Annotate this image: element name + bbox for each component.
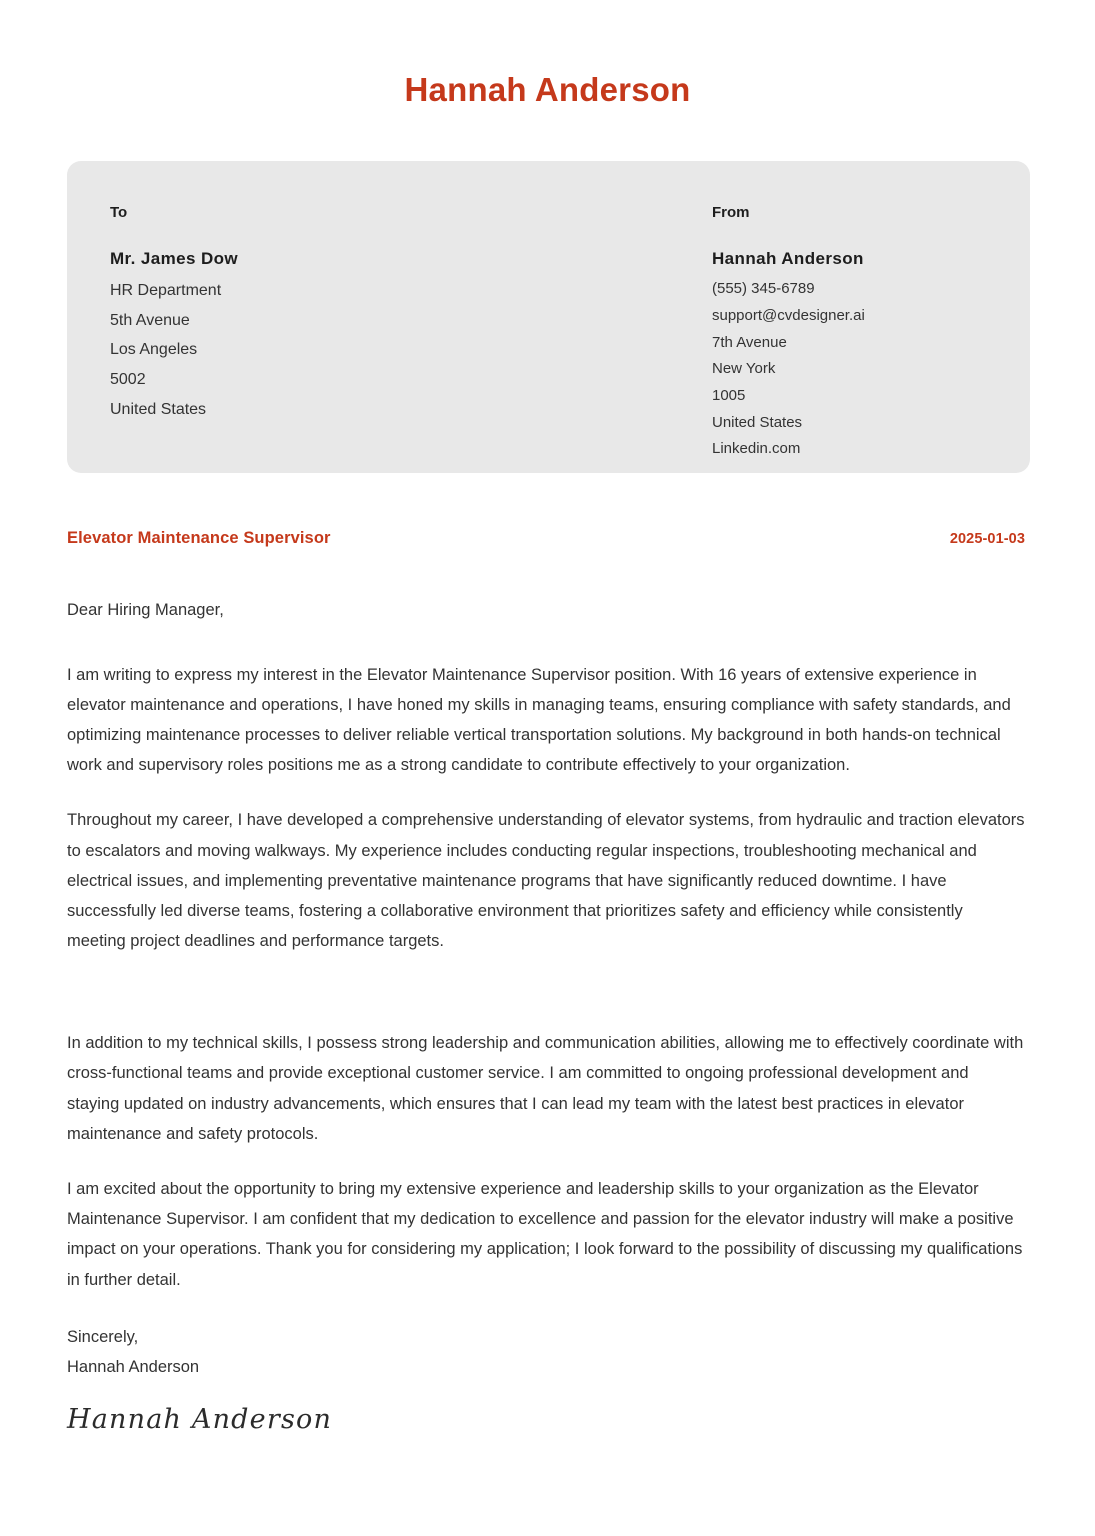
recipient-line: HR Department [110, 282, 222, 300]
sender-block [712, 204, 865, 463]
closing-word: Sincerely, [67, 1327, 139, 1346]
job-title: Elevator Maintenance Supervisor [67, 529, 331, 547]
body-paragraph: In addition to my technical skills, I possess strong leadership and communication abilities, allowing me to effectively coordinate with cross-functional teams and provide exceptional customer service. I am committed to ongoing professional development and staying updated on industry advancements, which ensures that I can lead my team with the latest best practices in elevator maintenance and safety protocols. [67, 1034, 1024, 1143]
letter-date: 2025-01-03 [949, 531, 1025, 547]
letter-body [67, 598, 1025, 1436]
title-date-row [67, 529, 1025, 548]
body-paragraph: I am writing to express my interest in the Elevator Maintenance Supervisor position. With 16 years of extensive experience in elevator maintenance and operations, I have honed my skills in managing teams, ensuring compliance with safety standards, and optimizing maintenance processes to deliver reliable vertical transportation solutions. My background in both hands-on technical work and supervisory roles positions me as a strong candidate to contribute effectively to your organization. [67, 665, 1011, 775]
signature: Hannah Anderson [67, 1403, 333, 1435]
closing-block [67, 1322, 1025, 1382]
recipient-name: Mr. James Dow [110, 249, 239, 268]
sender-name: Hannah Anderson [712, 249, 864, 268]
to-heading: To [110, 204, 128, 221]
sender-phone: (555) 345-6789 [712, 280, 815, 298]
sender-line: 7th Avenue [712, 333, 787, 351]
recipient-line: Los Angeles [110, 341, 198, 359]
from-heading: From [712, 204, 750, 221]
recipient-line: 5002 [110, 371, 146, 389]
recipient-block [110, 204, 238, 424]
recipient-line: United States [110, 400, 207, 418]
page-title: Hannah Anderson [404, 71, 691, 108]
sender-linkedin: Linkedin.com [712, 440, 801, 458]
sender-email: support@cvdesigner.ai [712, 306, 865, 324]
sender-line: New York [712, 360, 776, 378]
body-paragraph: I am excited about the opportunity to bring my extensive experience and leadership skills to your organization as the Elevator Maintenance Supervisor. I am confident that my dedication to excellence and passion for the elevator industry will make a positive impact on your operations. Thank you for considering my application; I look forward to the possibility of discussing my qualifications in further detail. [67, 1180, 1023, 1289]
closing-name: Hannah Anderson [67, 1357, 200, 1376]
recipient-line: 5th Avenue [110, 311, 190, 329]
address-panel [67, 161, 1030, 473]
salutation: Dear Hiring Manager, [67, 601, 224, 619]
body-paragraph: Throughout my career, I have developed a comprehensive understanding of elevator systems, from hydraulic and traction elevators to escalators and moving walkways. My experience includes conducting regular inspections, troubleshooting mechanical and electrical issues, and implementing preventative maintenance programs that have significantly reduced downtime. I have successfully led diverse teams, fostering a collaborative environment that prioritizes safety and efficiency while consistently meeting project deadlines and performance targets. [67, 811, 1025, 951]
sender-line: United States [712, 413, 803, 431]
sender-line: 1005 [712, 387, 746, 404]
